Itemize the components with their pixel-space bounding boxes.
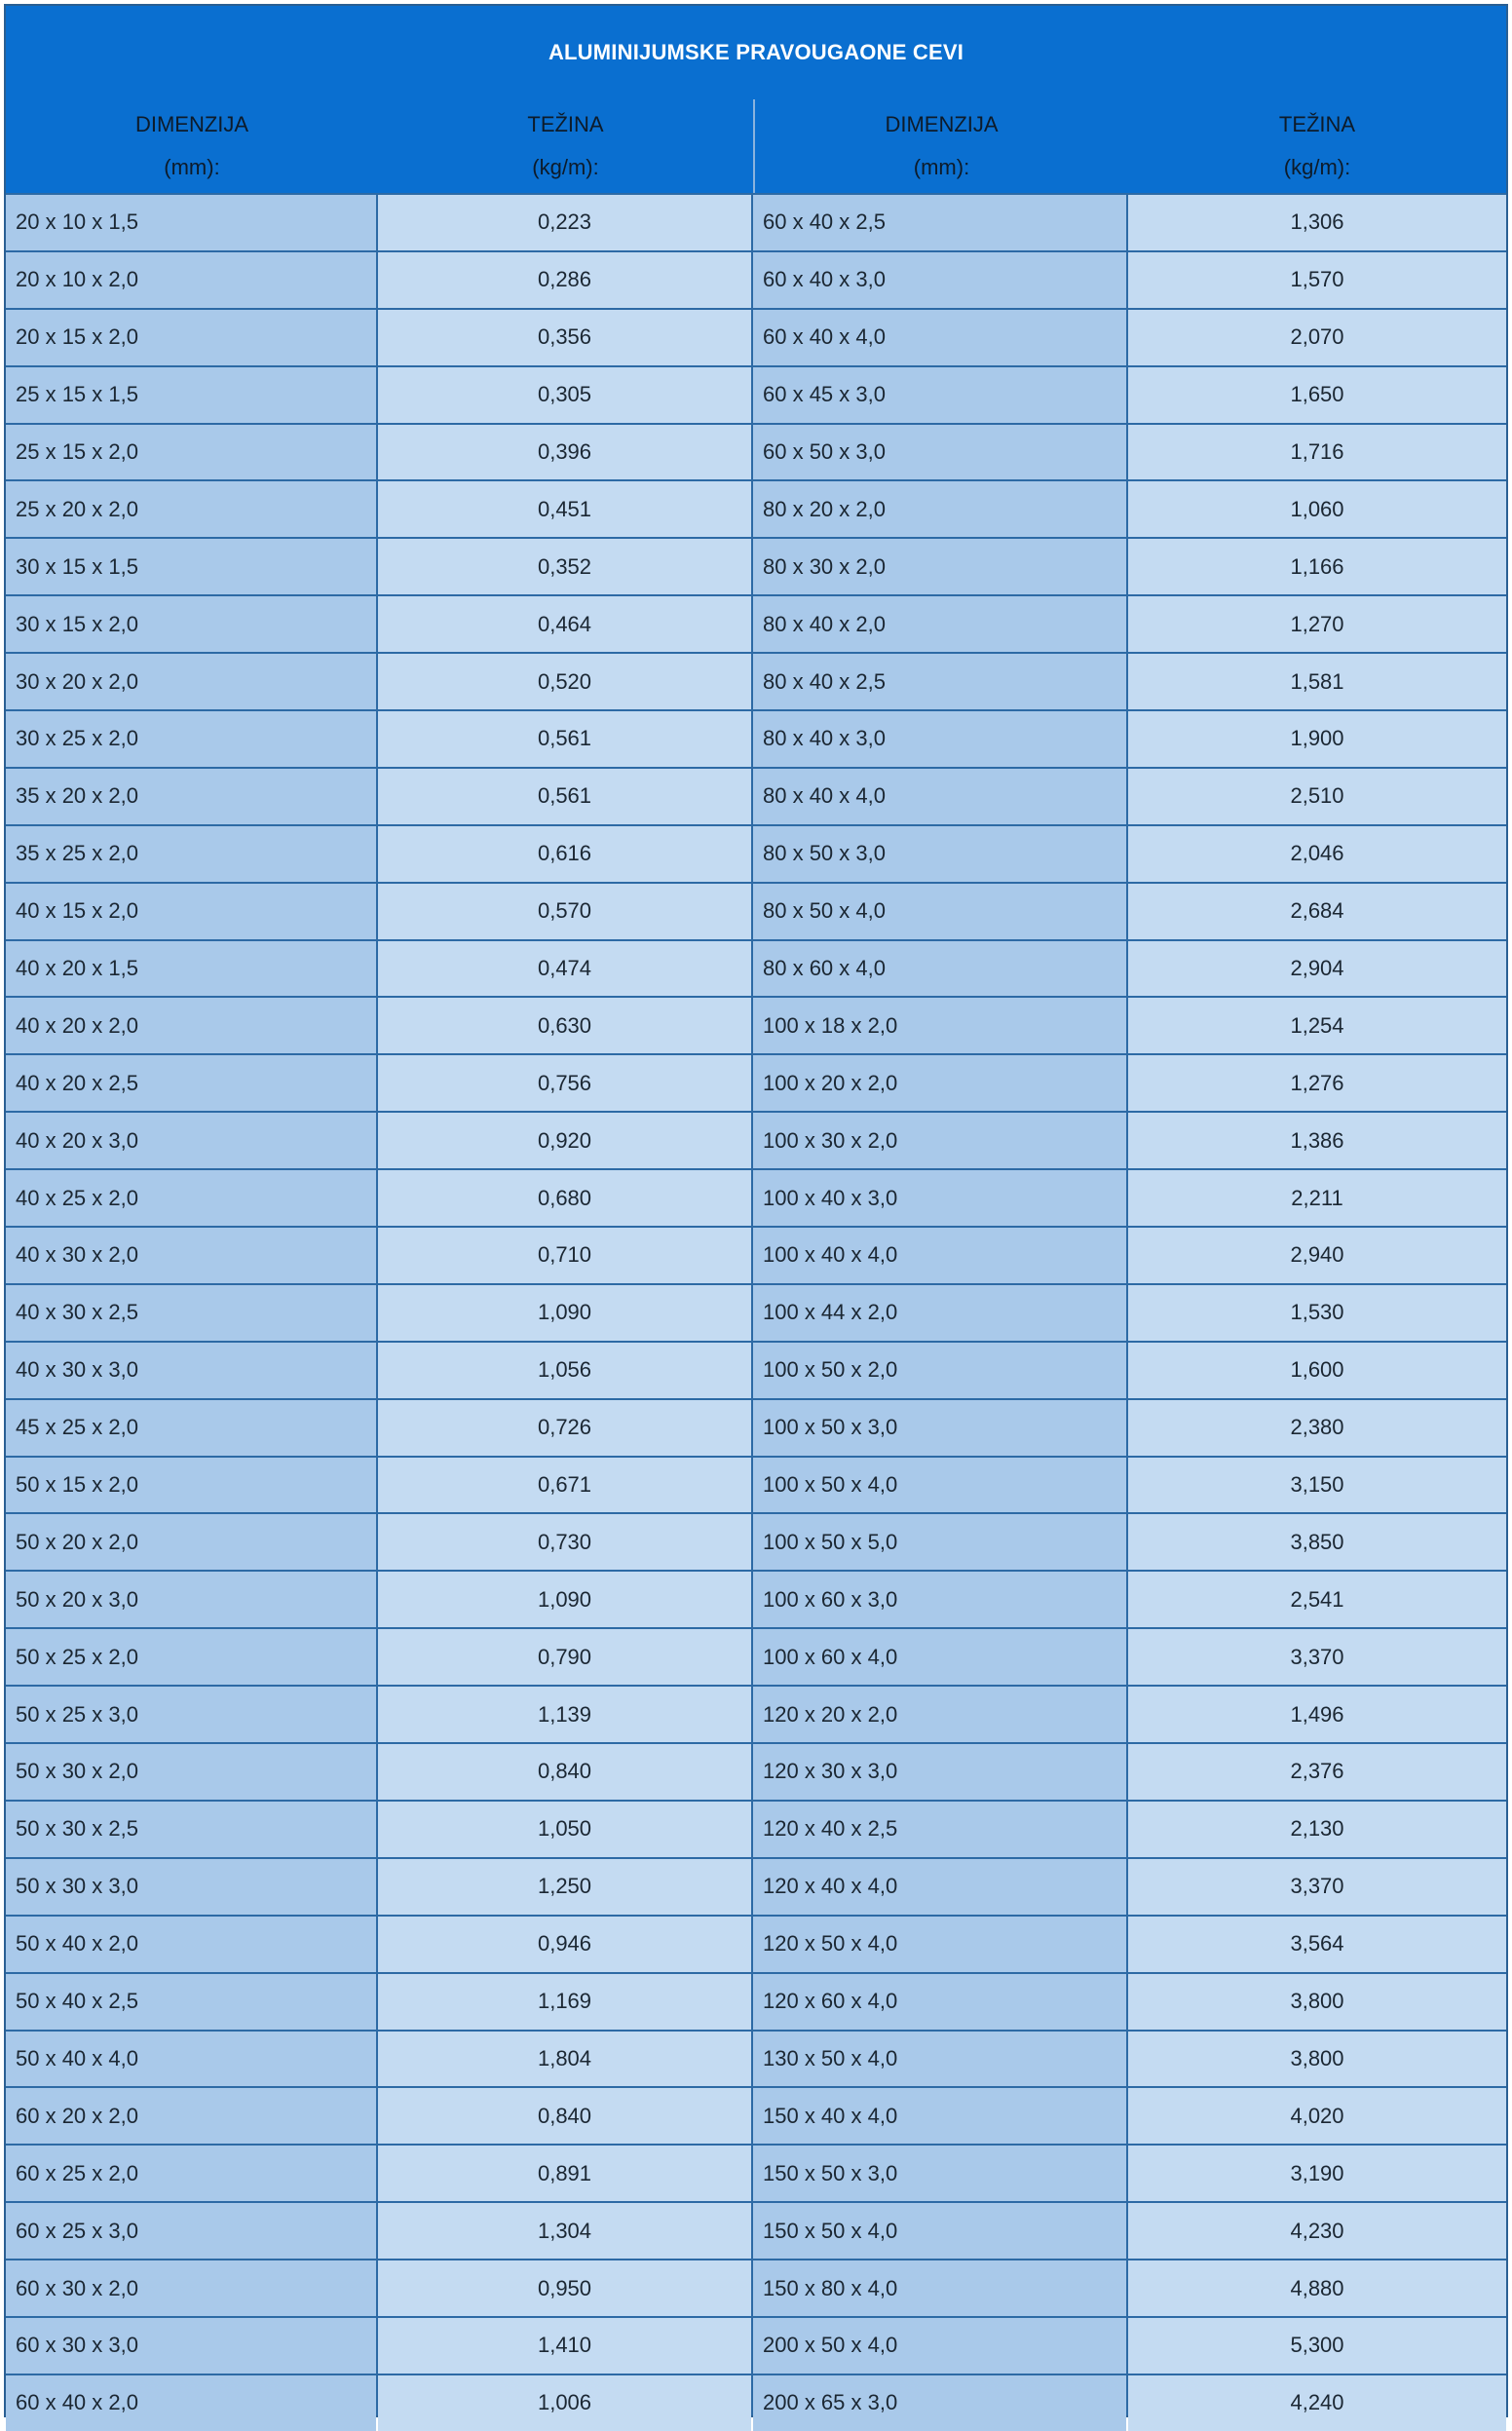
cell-dimension-right: 120 x 30 x 3,0 (753, 1744, 1126, 1800)
cell-dimension-right: 80 x 40 x 4,0 (753, 769, 1126, 824)
cell-weight-right: 1,530 (1128, 1285, 1506, 1341)
cell-weight-left: 1,006 (378, 2375, 751, 2431)
cell-weight-left: 0,396 (378, 425, 751, 480)
table-row (6, 1458, 1506, 1513)
cell-dimension-left: 50 x 25 x 3,0 (6, 1687, 376, 1742)
cell-dimension-right: 120 x 50 x 4,0 (753, 1917, 1126, 1972)
cell-weight-left: 0,840 (378, 1744, 751, 1800)
table-row (6, 941, 1506, 997)
cell-weight-left: 0,680 (378, 1170, 751, 1226)
table-body (6, 193, 1506, 2431)
cell-weight-right: 1,581 (1128, 654, 1506, 709)
table-row (6, 1687, 1506, 1742)
cell-dimension-right: 100 x 60 x 3,0 (753, 1572, 1126, 1627)
cell-weight-right: 4,240 (1128, 2375, 1506, 2431)
cell-weight-right: 1,570 (1128, 252, 1506, 308)
cell-dimension-right: 150 x 50 x 3,0 (753, 2146, 1126, 2201)
table-row (6, 1859, 1506, 1915)
cell-dimension-right: 120 x 40 x 2,5 (753, 1802, 1126, 1857)
cell-dimension-left: 30 x 15 x 1,5 (6, 539, 376, 594)
cell-dimension-right: 100 x 18 x 2,0 (753, 998, 1126, 1053)
table-row (6, 1285, 1506, 1341)
cell-weight-left: 1,056 (378, 1343, 751, 1398)
cell-weight-left: 1,050 (378, 1802, 751, 1857)
cell-weight-left: 1,410 (378, 2318, 751, 2374)
cell-weight-right: 1,306 (1128, 195, 1506, 250)
table-row (6, 2146, 1506, 2201)
cell-weight-left: 0,840 (378, 2088, 751, 2144)
header-dimension-right (753, 99, 1128, 193)
cell-weight-right: 1,276 (1128, 1055, 1506, 1111)
cell-dimension-right: 60 x 40 x 2,5 (753, 195, 1126, 250)
cell-dimension-right: 80 x 60 x 4,0 (753, 941, 1126, 997)
cell-weight-left: 1,090 (378, 1285, 751, 1341)
cell-weight-right: 1,600 (1128, 1343, 1506, 1398)
table-row (6, 252, 1506, 308)
cell-dimension-left: 20 x 15 x 2,0 (6, 310, 376, 365)
cell-weight-right: 1,166 (1128, 539, 1506, 594)
cell-weight-right: 2,070 (1128, 310, 1506, 365)
cell-dimension-right: 100 x 50 x 5,0 (753, 1514, 1126, 1570)
cell-dimension-right: 150 x 40 x 4,0 (753, 2088, 1126, 2144)
table-row (6, 1400, 1506, 1456)
cell-dimension-left: 50 x 40 x 2,5 (6, 1974, 376, 2030)
cell-dimension-right: 60 x 50 x 3,0 (753, 425, 1126, 480)
table-row (6, 711, 1506, 767)
cell-weight-left: 0,464 (378, 596, 751, 652)
table-row (6, 769, 1506, 824)
cell-dimension-left: 40 x 20 x 3,0 (6, 1113, 376, 1168)
table-row (6, 1055, 1506, 1111)
cell-weight-left: 0,223 (378, 195, 751, 250)
cell-dimension-right: 100 x 20 x 2,0 (753, 1055, 1126, 1111)
cell-weight-left: 0,950 (378, 2260, 751, 2316)
cell-dimension-right: 100 x 44 x 2,0 (753, 1285, 1126, 1341)
table-row (6, 1974, 1506, 2030)
cell-dimension-left: 50 x 30 x 3,0 (6, 1859, 376, 1915)
table-row (6, 1228, 1506, 1283)
cell-dimension-right: 200 x 65 x 3,0 (753, 2375, 1126, 2431)
cell-weight-left: 0,561 (378, 711, 751, 767)
cell-dimension-right: 80 x 30 x 2,0 (753, 539, 1126, 594)
cell-dimension-right: 200 x 50 x 4,0 (753, 2318, 1126, 2374)
cell-dimension-left: 30 x 25 x 2,0 (6, 711, 376, 767)
cell-weight-right: 2,684 (1128, 884, 1506, 939)
header-label: DIMENZIJA (134, 112, 249, 136)
cell-dimension-left: 50 x 20 x 2,0 (6, 1514, 376, 1570)
cell-dimension-left: 40 x 30 x 2,0 (6, 1228, 376, 1283)
header-unit: (mm): (164, 155, 220, 179)
cell-dimension-right: 100 x 30 x 2,0 (753, 1113, 1126, 1168)
header-unit: (kg/m): (1283, 155, 1351, 179)
cell-dimension-left: 60 x 30 x 3,0 (6, 2318, 376, 2374)
cell-weight-right: 3,850 (1128, 1514, 1506, 1570)
header-label: TEŽINA (1278, 112, 1356, 136)
header-weight-right (1128, 99, 1506, 193)
cell-dimension-left: 30 x 20 x 2,0 (6, 654, 376, 709)
table-row (6, 1629, 1506, 1685)
cell-weight-left: 1,139 (378, 1687, 751, 1742)
cell-dimension-right: 60 x 40 x 4,0 (753, 310, 1126, 365)
cell-weight-right: 3,370 (1128, 1859, 1506, 1915)
cell-weight-right: 2,211 (1128, 1170, 1506, 1226)
cell-dimension-left: 60 x 25 x 2,0 (6, 2146, 376, 2201)
cell-dimension-right: 150 x 50 x 4,0 (753, 2203, 1126, 2259)
header-label: DIMENZIJA (885, 112, 999, 136)
cell-weight-left: 0,790 (378, 1629, 751, 1685)
table-row (6, 1170, 1506, 1226)
cell-dimension-right: 100 x 50 x 2,0 (753, 1343, 1126, 1398)
table-row (6, 481, 1506, 537)
table-row (6, 1572, 1506, 1627)
cell-dimension-right: 100 x 40 x 3,0 (753, 1170, 1126, 1226)
cell-dimension-right: 120 x 40 x 4,0 (753, 1859, 1126, 1915)
cell-weight-right: 1,716 (1128, 425, 1506, 480)
cell-dimension-right: 80 x 50 x 4,0 (753, 884, 1126, 939)
cell-dimension-left: 50 x 15 x 2,0 (6, 1458, 376, 1513)
cell-dimension-right: 60 x 40 x 3,0 (753, 252, 1126, 308)
cell-dimension-right: 80 x 40 x 2,0 (753, 596, 1126, 652)
table-header (6, 99, 1506, 193)
table-row (6, 1744, 1506, 1800)
cell-dimension-left: 25 x 15 x 1,5 (6, 367, 376, 423)
cell-weight-right: 2,380 (1128, 1400, 1506, 1456)
table-row (6, 998, 1506, 1053)
cell-dimension-left: 45 x 25 x 2,0 (6, 1400, 376, 1456)
header-label: TEŽINA (527, 112, 604, 136)
table-row (6, 367, 1506, 423)
table-row (6, 654, 1506, 709)
cell-weight-left: 1,304 (378, 2203, 751, 2259)
weight-table (4, 4, 1508, 2417)
cell-weight-right: 5,300 (1128, 2318, 1506, 2374)
cell-dimension-right: 150 x 80 x 4,0 (753, 2260, 1126, 2316)
table-row (6, 2375, 1506, 2431)
cell-weight-right: 4,020 (1128, 2088, 1506, 2144)
cell-weight-left: 0,630 (378, 998, 751, 1053)
cell-dimension-right: 80 x 40 x 3,0 (753, 711, 1126, 767)
cell-weight-left: 0,730 (378, 1514, 751, 1570)
cell-dimension-left: 25 x 20 x 2,0 (6, 481, 376, 537)
cell-weight-left: 1,250 (378, 1859, 751, 1915)
cell-dimension-left: 30 x 15 x 2,0 (6, 596, 376, 652)
cell-weight-right: 3,800 (1128, 2032, 1506, 2087)
cell-dimension-left: 40 x 30 x 3,0 (6, 1343, 376, 1398)
table-row (6, 2260, 1506, 2316)
cell-weight-left: 0,474 (378, 941, 751, 997)
cell-dimension-right: 80 x 20 x 2,0 (753, 481, 1126, 537)
header-weight-left (378, 99, 753, 193)
table-row (6, 539, 1506, 594)
cell-dimension-left: 50 x 30 x 2,5 (6, 1802, 376, 1857)
cell-weight-left: 0,286 (378, 252, 751, 308)
cell-dimension-left: 40 x 25 x 2,0 (6, 1170, 376, 1226)
table-row (6, 2032, 1506, 2087)
cell-weight-right: 3,190 (1128, 2146, 1506, 2201)
cell-weight-right: 2,940 (1128, 1228, 1506, 1283)
cell-dimension-right: 120 x 60 x 4,0 (753, 1974, 1126, 2030)
cell-dimension-right: 100 x 50 x 3,0 (753, 1400, 1126, 1456)
table-row (6, 2088, 1506, 2144)
header-dimension-left (6, 99, 378, 193)
cell-weight-right: 1,650 (1128, 367, 1506, 423)
cell-weight-right: 3,370 (1128, 1629, 1506, 1685)
cell-dimension-left: 60 x 40 x 2,0 (6, 2375, 376, 2431)
cell-weight-right: 1,496 (1128, 1687, 1506, 1742)
cell-dimension-left: 40 x 30 x 2,5 (6, 1285, 376, 1341)
cell-dimension-left: 50 x 30 x 2,0 (6, 1744, 376, 1800)
cell-dimension-right: 100 x 40 x 4,0 (753, 1228, 1126, 1283)
cell-dimension-right: 130 x 50 x 4,0 (753, 2032, 1126, 2087)
cell-weight-right: 2,904 (1128, 941, 1506, 997)
cell-dimension-left: 25 x 15 x 2,0 (6, 425, 376, 480)
cell-weight-right: 4,880 (1128, 2260, 1506, 2316)
cell-weight-left: 1,804 (378, 2032, 751, 2087)
table-row (6, 1917, 1506, 1972)
cell-dimension-left: 40 x 20 x 2,0 (6, 998, 376, 1053)
cell-dimension-left: 60 x 25 x 3,0 (6, 2203, 376, 2259)
table-row (6, 884, 1506, 939)
table-row (6, 310, 1506, 365)
cell-dimension-left: 40 x 20 x 1,5 (6, 941, 376, 997)
cell-dimension-left: 20 x 10 x 1,5 (6, 195, 376, 250)
cell-weight-right: 3,150 (1128, 1458, 1506, 1513)
cell-weight-right: 1,270 (1128, 596, 1506, 652)
cell-weight-left: 0,570 (378, 884, 751, 939)
cell-weight-left: 0,756 (378, 1055, 751, 1111)
cell-dimension-left: 40 x 20 x 2,5 (6, 1055, 376, 1111)
cell-weight-right: 4,230 (1128, 2203, 1506, 2259)
cell-weight-left: 0,616 (378, 826, 751, 882)
table-title: ALUMINIJUMSKE PRAVOUGAONE CEVI (6, 6, 1506, 99)
cell-weight-right: 2,510 (1128, 769, 1506, 824)
cell-weight-right: 3,564 (1128, 1917, 1506, 1972)
table-row (6, 1802, 1506, 1857)
cell-dimension-right: 120 x 20 x 2,0 (753, 1687, 1126, 1742)
cell-weight-left: 0,451 (378, 481, 751, 537)
cell-weight-left: 1,090 (378, 1572, 751, 1627)
cell-weight-left: 0,352 (378, 539, 751, 594)
cell-dimension-left: 60 x 20 x 2,0 (6, 2088, 376, 2144)
cell-dimension-right: 80 x 50 x 3,0 (753, 826, 1126, 882)
cell-dimension-left: 35 x 25 x 2,0 (6, 826, 376, 882)
cell-weight-left: 0,946 (378, 1917, 751, 1972)
cell-dimension-left: 50 x 40 x 4,0 (6, 2032, 376, 2087)
table-row (6, 1514, 1506, 1570)
cell-dimension-left: 40 x 15 x 2,0 (6, 884, 376, 939)
cell-weight-right: 2,541 (1128, 1572, 1506, 1627)
cell-dimension-left: 50 x 25 x 2,0 (6, 1629, 376, 1685)
table-row (6, 826, 1506, 882)
cell-weight-right: 2,130 (1128, 1802, 1506, 1857)
cell-dimension-left: 50 x 40 x 2,0 (6, 1917, 376, 1972)
cell-weight-right: 2,046 (1128, 826, 1506, 882)
cell-dimension-right: 80 x 40 x 2,5 (753, 654, 1126, 709)
cell-dimension-left: 20 x 10 x 2,0 (6, 252, 376, 308)
table-row (6, 596, 1506, 652)
cell-weight-left: 0,726 (378, 1400, 751, 1456)
cell-weight-left: 0,305 (378, 367, 751, 423)
table-row (6, 2203, 1506, 2259)
cell-dimension-right: 100 x 50 x 4,0 (753, 1458, 1126, 1513)
cell-weight-right: 1,386 (1128, 1113, 1506, 1168)
table-row (6, 1343, 1506, 1398)
cell-dimension-left: 50 x 20 x 3,0 (6, 1572, 376, 1627)
cell-weight-right: 2,376 (1128, 1744, 1506, 1800)
cell-weight-left: 0,356 (378, 310, 751, 365)
table-row (6, 425, 1506, 480)
cell-weight-left: 0,891 (378, 2146, 751, 2201)
cell-weight-left: 0,920 (378, 1113, 751, 1168)
table-row (6, 195, 1506, 250)
cell-weight-right: 1,900 (1128, 711, 1506, 767)
cell-weight-right: 3,800 (1128, 1974, 1506, 2030)
table-row (6, 1113, 1506, 1168)
cell-dimension-right: 100 x 60 x 4,0 (753, 1629, 1126, 1685)
cell-weight-right: 1,254 (1128, 998, 1506, 1053)
cell-weight-left: 0,520 (378, 654, 751, 709)
cell-dimension-left: 60 x 30 x 2,0 (6, 2260, 376, 2316)
cell-weight-left: 1,169 (378, 1974, 751, 2030)
cell-weight-right: 1,060 (1128, 481, 1506, 537)
cell-weight-left: 0,710 (378, 1228, 751, 1283)
cell-weight-left: 0,671 (378, 1458, 751, 1513)
cell-weight-left: 0,561 (378, 769, 751, 824)
table-row (6, 2318, 1506, 2374)
header-unit: (mm): (913, 155, 970, 179)
cell-dimension-right: 60 x 45 x 3,0 (753, 367, 1126, 423)
cell-dimension-left: 35 x 20 x 2,0 (6, 769, 376, 824)
header-unit: (kg/m): (532, 155, 599, 179)
